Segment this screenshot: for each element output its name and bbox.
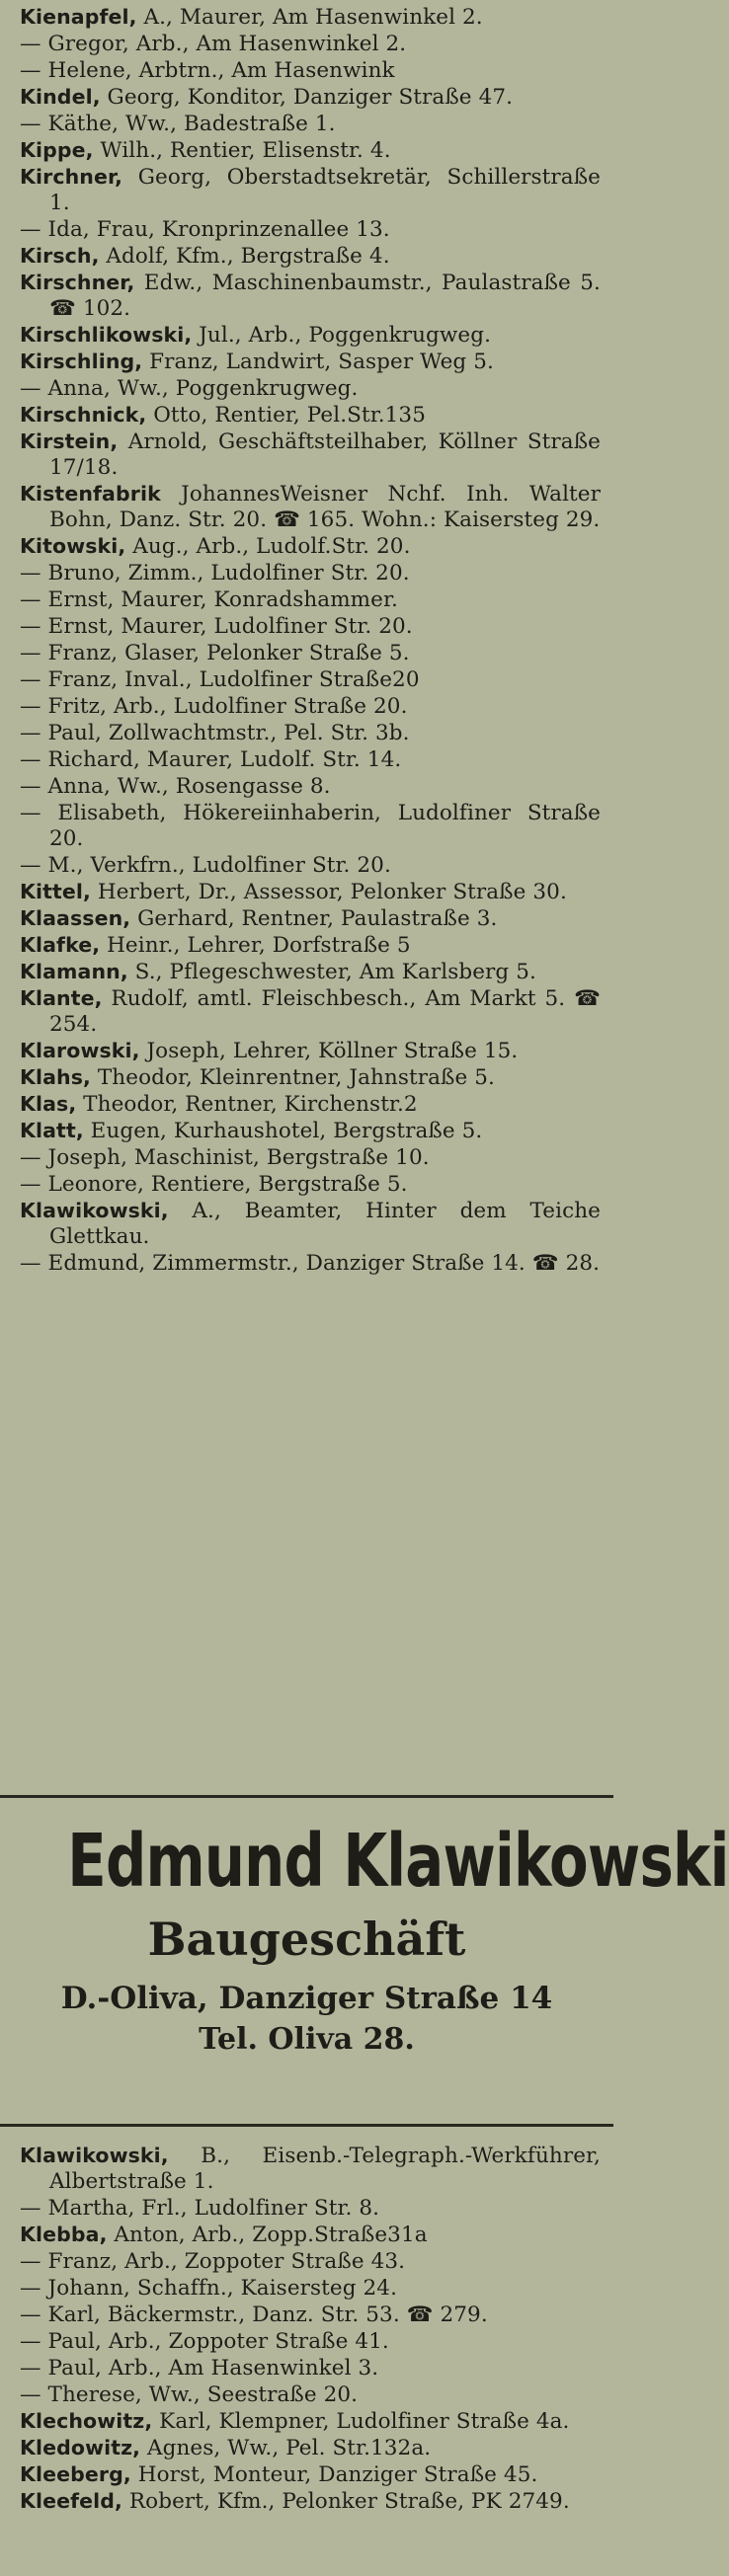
directory-entry	[20, 349, 601, 375]
entry-surname: Klahs,	[20, 1065, 91, 1089]
entry-details: Arnold, Geschäftsteilhaber, Köllner Straße 17/18.	[49, 429, 601, 480]
ad-business-type: Baugeschäft	[147, 1912, 466, 1966]
entry-details: Agnes, Ww., Pel. Str.132a.	[140, 2436, 432, 2460]
entry-surname: Kienapfel,	[20, 5, 137, 29]
entry-surname: Klaassen,	[20, 906, 131, 930]
entry-surname: Kistenfabrik	[20, 482, 161, 506]
directory-entry	[20, 560, 601, 586]
entry-details: — Franz, Inval., Ludolfiner Straße20	[20, 667, 420, 692]
directory-entry	[20, 164, 601, 216]
entry-details: — Anna, Ww., Poggenkrugweg.	[20, 376, 359, 401]
entry-details: — Paul, Zollwachtmstr., Pel. Str. 3b.	[20, 721, 410, 745]
directory-entry	[20, 879, 601, 905]
directory-entry	[20, 1064, 601, 1091]
directory-entry	[20, 2143, 601, 2195]
entry-details: — Leonore, Rentiere, Bergstraße 5.	[20, 1172, 408, 1197]
entry-surname: Klebba,	[20, 2223, 108, 2246]
directory-entry	[20, 1091, 601, 1118]
entry-details: Eugen, Kurhaushotel, Bergstraße 5.	[83, 1119, 483, 1143]
directory-entry	[20, 905, 601, 932]
directory-entry	[20, 720, 601, 746]
entry-details: — Richard, Maurer, Ludolf. Str. 14.	[20, 747, 402, 772]
directory-entry	[20, 2461, 601, 2488]
entry-details: — Anna, Ww., Rosengasse 8.	[20, 774, 331, 799]
entry-details: Horst, Monteur, Danziger Straße 45.	[130, 2462, 538, 2487]
directory-entry	[20, 2328, 601, 2355]
directory-entry	[20, 1118, 601, 1144]
entry-details: Heinr., Lehrer, Dorfstraße 5	[100, 933, 411, 958]
advertisement-box	[0, 1795, 729, 2127]
entry-details: — Paul, Arb., Am Hasenwinkel 3.	[20, 2356, 379, 2381]
entry-details: — Karl, Bäckermstr., Danz. Str. 53. ☎ 279.	[20, 2303, 488, 2327]
entry-details: — M., Verkfrn., Ludolfiner Str. 20.	[20, 853, 391, 878]
directory-entry	[20, 533, 601, 560]
entry-details: A., Beamter, Hinter dem Teiche Glettkau.	[49, 1199, 601, 1249]
directory-entry	[20, 586, 601, 613]
entry-details: — Johann, Schaffn., Kaisersteg 24.	[20, 2276, 398, 2301]
directory-entry	[20, 1198, 601, 1250]
entry-details: — Ernst, Maurer, Konradshammer.	[20, 587, 398, 612]
entry-details: Herbert, Dr., Assessor, Pelonker Straße 30.	[90, 880, 567, 904]
entry-surname: Kirschling,	[20, 350, 143, 373]
entry-details: B., Eisenb.-Telegraph.-Werkführer, Albertstraße 1.	[49, 2144, 601, 2194]
directory-entry	[20, 1038, 601, 1064]
entry-details: Georg, Konditor, Danziger Straße 47.	[100, 85, 514, 110]
entry-surname: Klante,	[20, 986, 103, 1010]
entry-surname: Kippe,	[20, 138, 94, 162]
directory-entry	[20, 2248, 601, 2275]
directory-entry	[20, 111, 601, 137]
directory-entry	[20, 932, 601, 959]
entry-details: — Ida, Frau, Kronprinzenallee 13.	[20, 217, 390, 242]
entry-details: — Paul, Arb., Zoppoter Straße 41.	[20, 2329, 389, 2354]
entry-details: Rudolf, amtl. Fleischbesch., Am Markt 5. ☎ 254.	[49, 986, 601, 1037]
entry-details: — Helene, Arbtrn., Am Hasenwink	[20, 58, 395, 83]
entry-surname: Klamann,	[20, 960, 128, 983]
entry-surname: Klawikowski,	[20, 1199, 169, 1222]
entry-details: Robert, Kfm., Pelonker Straße, PK 2749.	[122, 2489, 570, 2514]
entry-details: Jul., Arb., Poggenkrugweg.	[192, 323, 492, 348]
entry-surname: Kirschner,	[20, 271, 135, 294]
entry-details: — Gregor, Arb., Am Hasenwinkel 2.	[20, 32, 407, 56]
directory-entry	[20, 31, 601, 57]
entry-details: Anton, Arb., Zopp.Straße31a	[107, 2223, 428, 2247]
directory-column-top	[20, 4, 601, 1277]
entry-details: Theodor, Rentner, Kirchenstr.2	[76, 1092, 418, 1117]
directory-entry	[20, 481, 601, 533]
entry-details: — Therese, Ww., Seestraße 20.	[20, 2382, 359, 2407]
directory-entry	[20, 322, 601, 349]
directory-entry	[20, 2195, 601, 2222]
entry-details: Adolf, Kfm., Bergstraße 4.	[99, 244, 390, 269]
entry-surname: Kirsch,	[20, 244, 100, 268]
entry-surname: Kindel,	[20, 85, 101, 109]
directory-entry	[20, 84, 601, 111]
ad-address: D.-Oliva, Danziger Straße 14	[60, 1981, 553, 2016]
directory-entry	[20, 613, 601, 640]
entry-details: — Edmund, Zimmermstr., Danziger Straße 14. ☎ 28.	[20, 1251, 601, 1276]
entry-surname: Kitowski,	[20, 534, 126, 558]
entry-details: Aug., Arb., Ludolf.Str. 20.	[125, 534, 411, 559]
entry-surname: Kirschlikowski,	[20, 323, 193, 347]
directory-entry	[20, 746, 601, 773]
entry-details: Joseph, Lehrer, Köllner Straße 15.	[139, 1039, 519, 1063]
directory-entry	[20, 666, 601, 693]
entry-details: Otto, Rentier, Pel.Str.135	[146, 403, 426, 428]
directory-entry	[20, 800, 601, 852]
entry-surname: Kirstein,	[20, 429, 119, 453]
entry-details: — Martha, Frl., Ludolfiner Str. 8.	[20, 2196, 380, 2221]
directory-entry	[20, 2222, 601, 2248]
directory-column-bottom	[20, 2143, 601, 2515]
entry-surname: Kittel,	[20, 880, 91, 903]
ad-phone: Tel. Oliva 28.	[199, 2022, 415, 2057]
entry-details: — Fritz, Arb., Ludolfiner Straße 20.	[20, 694, 408, 719]
entry-details: Karl, Klempner, Ludolfiner Straße 4a.	[152, 2409, 570, 2434]
directory-entry	[20, 2381, 601, 2408]
entry-details: — Elisabeth, Hökereiinhaberin, Ludolfiner Straße 20.	[20, 801, 601, 851]
entry-surname: Kirschnick,	[20, 403, 147, 427]
directory-entry	[20, 773, 601, 800]
directory-entry	[20, 2488, 601, 2515]
directory-entry	[20, 2355, 601, 2381]
entry-surname: Kleefeld,	[20, 2489, 122, 2513]
directory-entry	[20, 57, 601, 84]
entry-details: — Ernst, Maurer, Ludolfiner Str. 20.	[20, 614, 413, 639]
entry-surname: Klarowski,	[20, 1039, 140, 1062]
directory-entry	[20, 852, 601, 879]
entry-surname: Kledowitz,	[20, 2436, 141, 2459]
directory-entry	[20, 216, 601, 243]
directory-entry	[20, 402, 601, 429]
entry-surname: Klechowitz,	[20, 2409, 153, 2433]
entry-surname: Klas,	[20, 1092, 77, 1116]
entry-details: Edw., Maschinenbaumstr., Paulastraße 5. ☎ 102.	[49, 271, 601, 321]
directory-entry	[20, 375, 601, 402]
entry-details: — Franz, Glaser, Pelonker Straße 5.	[20, 641, 410, 665]
entry-details: Theodor, Kleinrentner, Jahnstraße 5.	[90, 1065, 495, 1090]
entry-details: A., Maurer, Am Hasenwinkel 2.	[136, 5, 483, 30]
entry-surname: Kirchner,	[20, 165, 123, 189]
entry-details: S., Pflegeschwester, Am Karlsberg 5.	[127, 960, 536, 984]
entry-details: — Franz, Arb., Zoppoter Straße 43.	[20, 2249, 406, 2274]
directory-entry	[20, 2275, 601, 2302]
directory-entry	[20, 693, 601, 720]
entry-surname: Klafke,	[20, 933, 101, 957]
directory-entry	[20, 985, 601, 1038]
directory-entry	[20, 2302, 601, 2328]
ad-company-name: Edmund Klawikowski	[67, 1819, 729, 1904]
entry-details: — Joseph, Maschinist, Bergstraße 10.	[20, 1145, 430, 1170]
directory-entry	[20, 270, 601, 322]
directory-entry	[20, 137, 601, 164]
entry-surname: Klatt,	[20, 1119, 84, 1142]
directory-entry	[20, 1144, 601, 1171]
directory-entry	[20, 4, 601, 31]
directory-entry	[20, 243, 601, 270]
directory-entry	[20, 640, 601, 666]
directory-entry	[20, 2408, 601, 2435]
entry-details: Wilh., Rentier, Elisenstr. 4.	[93, 138, 391, 163]
entry-surname: Kleeberg,	[20, 2462, 131, 2486]
entry-details: Gerhard, Rentner, Paulastraße 3.	[130, 906, 498, 931]
directory-entry	[20, 429, 601, 481]
entry-details: — Käthe, Ww., Badestraße 1.	[20, 112, 336, 136]
entry-details: JohannesWeisner Nchf. Inh. Walter Bohn, Danz. Str. 20. ☎ 165. Wohn.: Kaisersteg 29.	[49, 482, 601, 532]
entry-surname: Klawikowski,	[20, 2144, 169, 2167]
directory-entry	[20, 959, 601, 985]
directory-entry	[20, 2435, 601, 2461]
directory-entry	[20, 1250, 601, 1277]
entry-details: Franz, Landwirt, Sasper Weg 5.	[142, 350, 494, 374]
directory-entry	[20, 1171, 601, 1198]
entry-details: — Bruno, Zimm., Ludolfiner Str. 20.	[20, 561, 410, 585]
entry-details: Georg, Oberstadtsekretär, Schillerstraße 1.	[49, 165, 601, 215]
